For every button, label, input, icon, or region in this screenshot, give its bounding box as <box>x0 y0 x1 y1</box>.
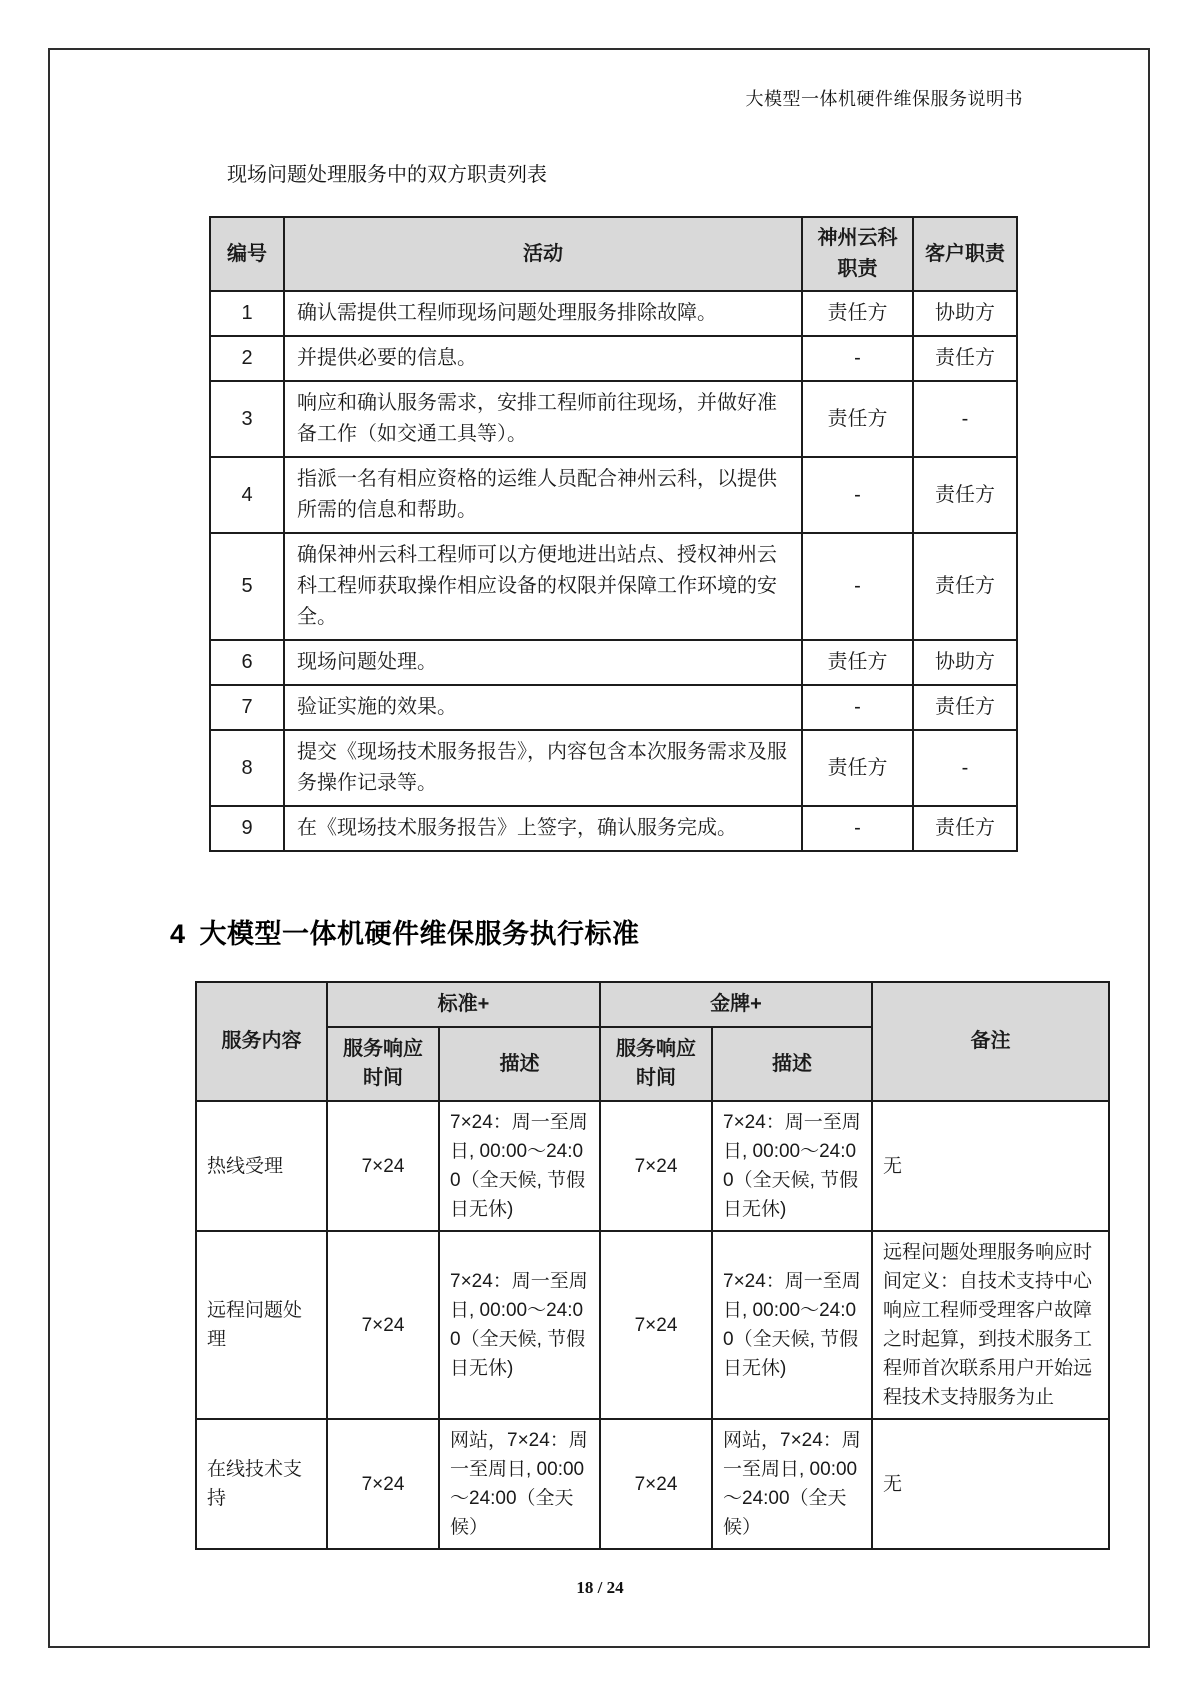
cell-activity: 并提供必要的信息。 <box>284 336 802 381</box>
table-row <box>210 291 1017 336</box>
cell-no: 8 <box>210 730 284 806</box>
table-row <box>196 1231 1109 1419</box>
table-row <box>210 336 1017 381</box>
service-standard-table <box>195 981 1110 1550</box>
cell-activity: 确认需提供工程师现场问题处理服务排除故障。 <box>284 291 802 336</box>
cell-gold-desc: 网站，7×24：周一至周日, 00:00～24:00（全天候） <box>712 1419 872 1549</box>
table1-header-activity: 活动 <box>284 217 802 291</box>
cell-activity: 提交《现场技术服务报告》，内容包含本次服务需求及服务操作记录等。 <box>284 730 802 806</box>
cell-activity: 验证实施的效果。 <box>284 685 802 730</box>
cell-customer-role: - <box>913 381 1017 457</box>
table1-caption: 现场问题处理服务中的双方职责列表 <box>227 164 547 186</box>
cell-no: 9 <box>210 806 284 851</box>
table2-header-gold: 金牌+ <box>600 982 872 1027</box>
table-row <box>210 640 1017 685</box>
table2-header-std-desc: 描述 <box>439 1027 600 1101</box>
table1-header-vendor: 神州云科职责 <box>802 217 913 291</box>
cell-customer-role: 协助方 <box>913 640 1017 685</box>
table1-header-no: 编号 <box>210 217 284 291</box>
table2-header-gold-desc: 描述 <box>712 1027 872 1101</box>
cell-vendor-role: - <box>802 336 913 381</box>
cell-no: 1 <box>210 291 284 336</box>
table2-header-gold-response: 服务响应时间 <box>600 1027 712 1101</box>
table2-header-service: 服务内容 <box>196 982 327 1101</box>
table2-header-standard: 标准+ <box>327 982 600 1027</box>
table2-header-remark: 备注 <box>872 982 1109 1101</box>
cell-vendor-role: - <box>802 806 913 851</box>
cell-customer-role: 责任方 <box>913 685 1017 730</box>
cell-std-desc: 网站，7×24：周一至周日, 00:00～24:00（全天候） <box>439 1419 600 1549</box>
cell-std-desc: 7×24：周一至周日, 00:00～24:00（全天候, 节假日无休) <box>439 1231 600 1419</box>
table-row <box>196 1101 1109 1231</box>
cell-activity: 响应和确认服务需求，安排工程师前往现场，并做好准备工作（如交通工具等）。 <box>284 381 802 457</box>
table-row <box>210 730 1017 806</box>
cell-customer-role: 责任方 <box>913 336 1017 381</box>
cell-service: 远程问题处理 <box>196 1231 327 1419</box>
cell-remark: 无 <box>872 1101 1109 1231</box>
table-row <box>210 685 1017 730</box>
cell-gold-desc: 7×24：周一至周日, 00:00～24:00（全天候, 节假日无休) <box>712 1231 872 1419</box>
table2-header-row-1 <box>196 982 1109 1027</box>
section-title: 大模型一体机硬件维保服务执行标准 <box>199 919 640 949</box>
cell-vendor-role: 责任方 <box>802 640 913 685</box>
cell-vendor-role: 责任方 <box>802 730 913 806</box>
table-row <box>210 457 1017 533</box>
cell-no: 2 <box>210 336 284 381</box>
cell-no: 4 <box>210 457 284 533</box>
cell-customer-role: 责任方 <box>913 806 1017 851</box>
cell-gold-response: 7×24 <box>600 1101 712 1231</box>
page-number: 18 / 24 <box>576 1578 624 1597</box>
cell-remark: 无 <box>872 1419 1109 1549</box>
table1-header-row <box>210 217 1017 291</box>
cell-activity: 确保神州云科工程师可以方便地进出站点、授权神州云科工程师获取操作相应设备的权限并保障工作环境的安全。 <box>284 533 802 640</box>
cell-gold-response: 7×24 <box>600 1231 712 1419</box>
section-number: 4 <box>170 919 186 949</box>
table2-header-std-response: 服务响应时间 <box>327 1027 439 1101</box>
cell-gold-desc: 7×24：周一至周日, 00:00～24:00（全天候, 节假日无休) <box>712 1101 872 1231</box>
cell-vendor-role: - <box>802 457 913 533</box>
cell-std-response: 7×24 <box>327 1231 439 1419</box>
cell-customer-role: 责任方 <box>913 533 1017 640</box>
cell-remark: 远程问题处理服务响应时间定义：自技术支持中心响应工程师受理客户故障之时起算，到技术服务工程师首次联系用户开始远程技术支持服务为止 <box>872 1231 1109 1419</box>
document-header-title: 大模型一体机硬件维保服务说明书 <box>745 89 1023 109</box>
table-row <box>210 533 1017 640</box>
cell-customer-role: 责任方 <box>913 457 1017 533</box>
cell-vendor-role: 责任方 <box>802 291 913 336</box>
table-row <box>196 1419 1109 1549</box>
cell-vendor-role: 责任方 <box>802 381 913 457</box>
cell-service: 在线技术支持 <box>196 1419 327 1549</box>
cell-no: 7 <box>210 685 284 730</box>
cell-vendor-role: - <box>802 685 913 730</box>
cell-customer-role: 协助方 <box>913 291 1017 336</box>
cell-gold-response: 7×24 <box>600 1419 712 1549</box>
responsibility-table <box>209 216 1018 852</box>
cell-service: 热线受理 <box>196 1101 327 1231</box>
cell-activity: 现场问题处理。 <box>284 640 802 685</box>
cell-std-response: 7×24 <box>327 1101 439 1231</box>
cell-activity: 指派一名有相应资格的运维人员配合神州云科，以提供所需的信息和帮助。 <box>284 457 802 533</box>
cell-std-response: 7×24 <box>327 1419 439 1549</box>
cell-no: 5 <box>210 533 284 640</box>
cell-no: 6 <box>210 640 284 685</box>
cell-std-desc: 7×24：周一至周日, 00:00～24:00（全天候, 节假日无休) <box>439 1101 600 1231</box>
table1-header-customer: 客户职责 <box>913 217 1017 291</box>
section-heading <box>170 912 640 951</box>
table-row <box>210 381 1017 457</box>
cell-vendor-role: - <box>802 533 913 640</box>
cell-customer-role: - <box>913 730 1017 806</box>
cell-no: 3 <box>210 381 284 457</box>
table-row <box>210 806 1017 851</box>
cell-activity: 在《现场技术服务报告》上签字，确认服务完成。 <box>284 806 802 851</box>
